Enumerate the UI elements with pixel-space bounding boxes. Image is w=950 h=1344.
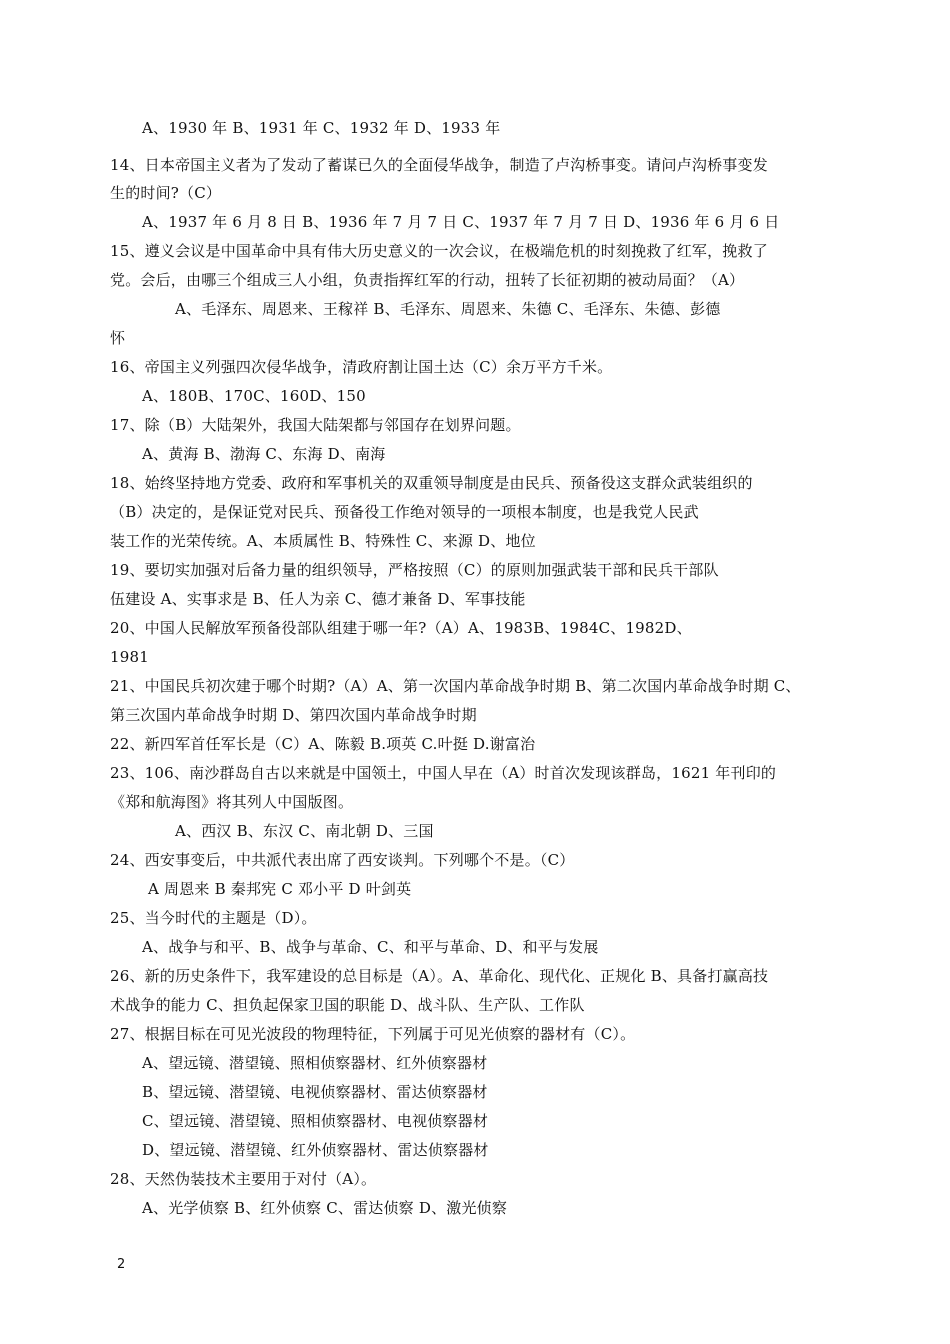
answer-line-17: A、黄海 B、渤海 C、东海 D、南海 <box>142 445 386 463</box>
answer-line-27-a: A、望远镜、潜望镜、照相侦察器材、红外侦察器材 <box>142 1054 488 1072</box>
question-19: 19、要切实加强对后备力量的组织领导，严格按照（C）的原则加强武装干部和民兵干部队 <box>110 561 719 579</box>
question-26-cont: 术战争的能力 C、担负起保家卫国的职能 D、战斗队、生产队、工作队 <box>110 996 585 1014</box>
answer-line-15: A、毛泽东、周恩来、王稼祥 B、毛泽东、周恩来、朱德 C、毛泽东、朱德、彭德 <box>175 300 721 318</box>
question-20: 20、中国人民解放军预备役部队组建于哪一年?（A）A、1983B、1984C、1982D、 <box>110 619 692 637</box>
answer-line-24: A 周恩来 B 秦邦宪 C 邓小平 D 叶剑英 <box>148 880 412 898</box>
question-15: 15、遵义会议是中国革命中具有伟大历史意义的一次会议，在极端危机的时刻挽救了红军，挽救了 <box>110 242 768 260</box>
answer-line-13: A、1930 年 B、1931 年 C、1932 年 D、1933 年 <box>142 119 501 137</box>
answer-line-15-cont: 怀 <box>110 329 126 347</box>
question-17: 17、除（B）大陆架外，我国大陆架都与邻国存在划界问题。 <box>110 416 521 434</box>
answer-line-27-d: D、望远镜、潜望镜、红外侦察器材、雷达侦察器材 <box>142 1141 489 1159</box>
question-23: 23、106、南沙群岛自古以来就是中国领土，中国人早在（A）时首次发现该群岛，1621 年刊印的 <box>110 764 777 782</box>
question-27: 27、根据目标在可见光波段的物理特征，下列属于可见光侦察的器材有（C）。 <box>110 1025 636 1043</box>
answer-line-23: A、西汉 B、东汉 C、南北朝 D、三国 <box>175 822 434 840</box>
question-20-cont: 1981 <box>110 648 149 666</box>
question-23-cont: 《郑和航海图》将其列人中国版图。 <box>110 793 354 811</box>
question-22: 22、新四军首任军长是（C）A、陈毅 B.项英 C.叶挺 D.谢富治 <box>110 735 536 753</box>
question-25: 25、当今时代的主题是（D）。 <box>110 909 317 927</box>
answer-line-16: A、180B、170C、160D、150 <box>142 387 366 405</box>
answer-line-27-c: C、望远镜、潜望镜、照相侦察器材、电视侦察器材 <box>142 1112 489 1130</box>
question-19-cont: 伍建设 A、实事求是 B、任人为亲 C、德才兼备 D、军事技能 <box>110 590 526 608</box>
page-number: 2 <box>117 1257 126 1272</box>
question-18: 18、始终坚持地方党委、政府和军事机关的双重领导制度是由民兵、预备役这支群众武装组织的 <box>110 474 753 492</box>
question-21-cont: 第三次国内革命战争时期 D、第四次国内革命战争时期 <box>110 706 477 724</box>
answer-line-14: A、1937 年 6 月 8 日 B、1936 年 7 月 7 日 C、1937 年 7 月 7 日 D、1936 年 6 月 6 日 <box>142 213 780 231</box>
answer-line-27-b: B、望远镜、潜望镜、电视侦察器材、雷达侦察器材 <box>142 1083 488 1101</box>
question-24: 24、西安事变后，中共派代表出席了西安谈判。下列哪个不是。（C） <box>110 851 575 869</box>
question-15-cont: 党。会后，由哪三个组成三人小组，负责指挥红军的行动，扭转了长征初期的被动局面？（A） <box>110 271 745 289</box>
question-28: 28、天然伪装技术主要用于对付（A）。 <box>110 1170 377 1188</box>
question-18-cont: （B）决定的，是保证党对民兵、预备役工作绝对领导的一项根本制度，也是我党人民武 <box>110 503 699 521</box>
question-14-cont: 生的时间?（C） <box>110 184 222 202</box>
answer-line-28: A、光学侦察 B、红外侦察 C、雷达侦察 D、激光侦察 <box>142 1199 508 1217</box>
answer-line-25: A、战争与和平、B、战争与革命、C、和平与革命、D、和平与发展 <box>142 938 599 956</box>
question-21: 21、中国民兵初次建于哪个时期?（A）A、第一次国内革命战争时期 B、第二次国内革命战争时期 C、 <box>110 677 801 695</box>
question-16: 16、帝国主义列强四次侵华战争，清政府割让国土达（C）余万平方千米。 <box>110 358 613 376</box>
question-14: 14、日本帝国主义者为了发动了蓄谋已久的全面侵华战争，制造了卢沟桥事变。请问卢沟桥事变发 <box>110 156 768 174</box>
question-18-cont-2: 装工作的光荣传统。A、本质属性 B、特殊性 C、来源 D、地位 <box>110 532 536 550</box>
question-26: 26、新的历史条件下，我军建设的总目标是（A）。A、革命化、现代化、正规化 B、具备打赢高技 <box>110 967 769 985</box>
